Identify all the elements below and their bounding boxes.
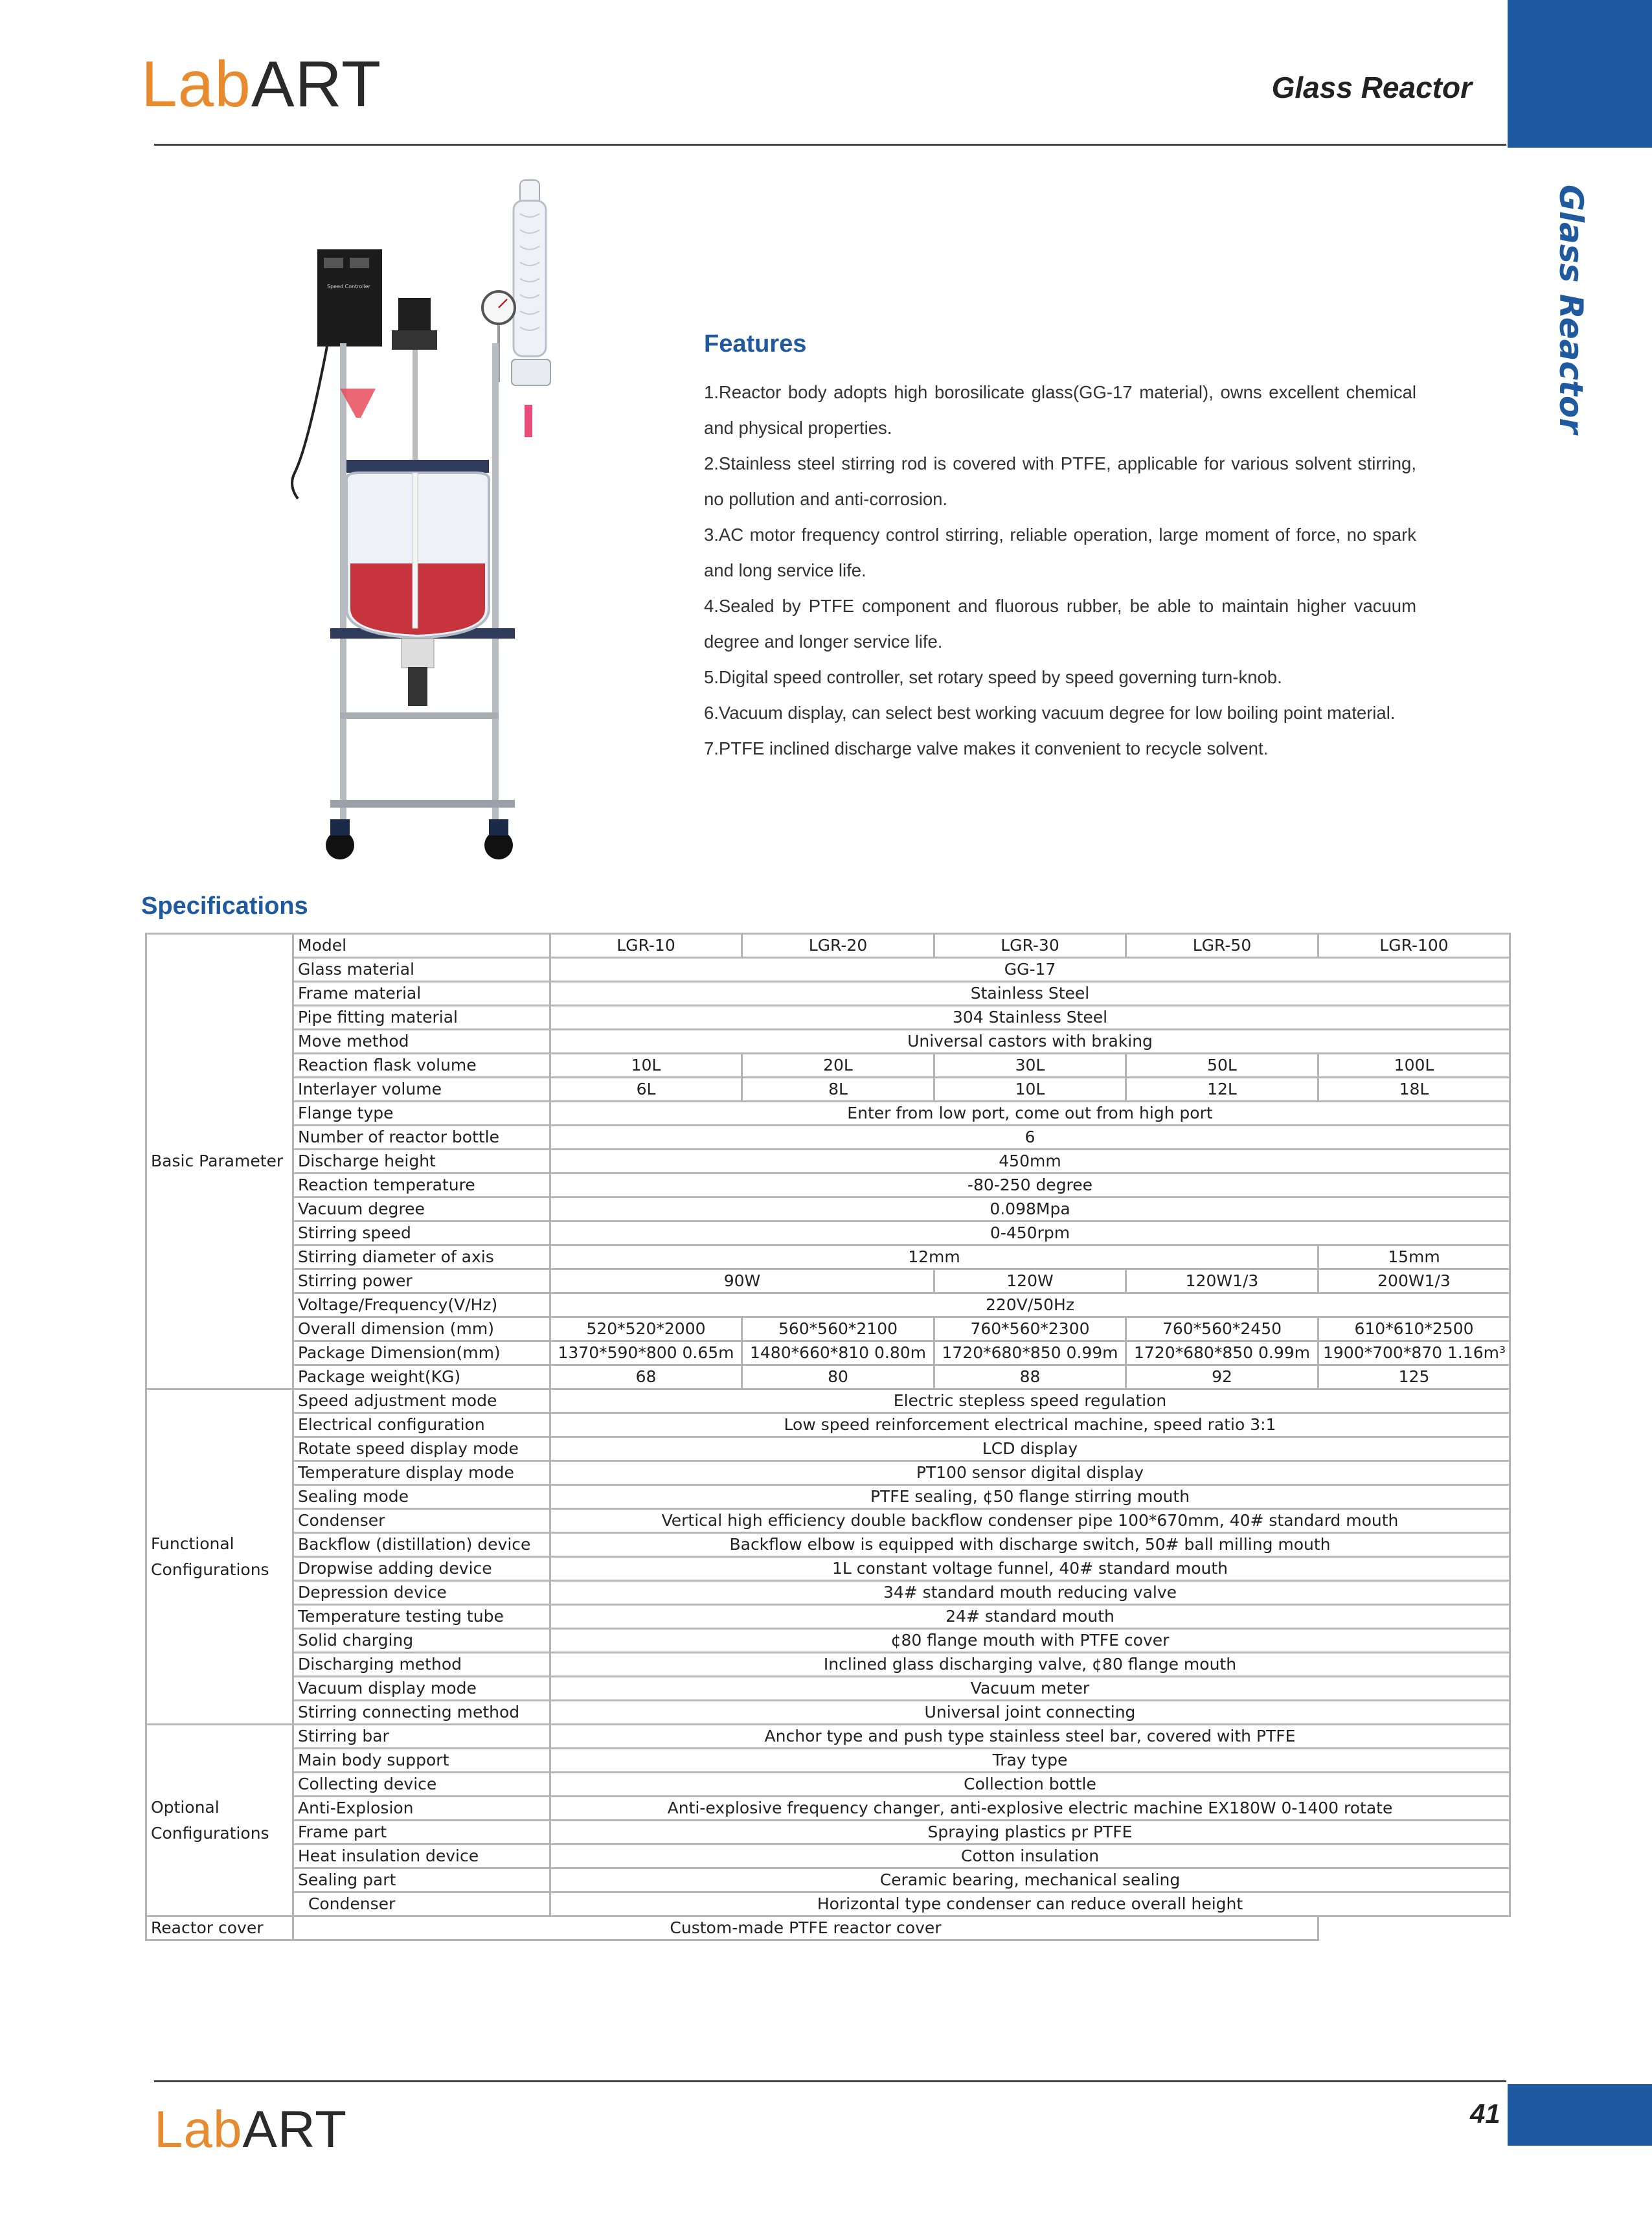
spec-value: 1720*680*850 0.99m <box>1126 1341 1318 1365</box>
spec-value: 120W <box>934 1269 1126 1293</box>
table-row <box>146 1221 1510 1245</box>
table-row <box>146 1365 1510 1389</box>
spec-label: Model <box>293 934 550 958</box>
spec-label: Solid charging <box>293 1629 550 1653</box>
feature-item: 6.Vacuum display, can select best working vacuum degree for low boiling point material. <box>704 703 1396 723</box>
spec-value: Low speed reinforcement electrical machine, speed ratio 3:1 <box>550 1413 1510 1437</box>
table-row <box>146 1605 1510 1629</box>
spec-value: Universal castors with braking <box>550 1030 1510 1054</box>
spec-value: Universal joint connecting <box>550 1701 1510 1725</box>
spec-value: Cotton insulation <box>550 1845 1510 1868</box>
table-row <box>146 1773 1510 1797</box>
features-list <box>704 374 1416 766</box>
spec-label: Heat insulation device <box>293 1845 550 1868</box>
table-row <box>146 1341 1510 1365</box>
spec-value: Backflow elbow is equipped with discharge switch, 50# ball milling mouth <box>550 1533 1510 1557</box>
spec-label: Backflow (distillation) device <box>293 1533 550 1557</box>
spec-label: Stirring power <box>293 1269 550 1293</box>
spec-group-label: Optional Configurations <box>146 1725 293 1916</box>
table-row <box>146 1102 1510 1126</box>
spec-value: 68 <box>550 1365 742 1389</box>
spec-value: 90W <box>550 1269 934 1293</box>
spec-value: 1480*660*810 0.80m <box>742 1341 934 1365</box>
table-row <box>146 1126 1510 1150</box>
spec-label: Vacuum degree <box>293 1198 550 1221</box>
blue-tab-bottom <box>1508 2084 1652 2146</box>
table-row <box>146 1725 1510 1749</box>
spec-value: 34# standard mouth reducing valve <box>550 1581 1510 1605</box>
spec-label: Flange type <box>293 1102 550 1126</box>
spec-value: Electric stepless speed regulation <box>550 1389 1510 1413</box>
spec-value: Horizontal type condenser can reduce overall height <box>550 1892 1510 1916</box>
table-row <box>146 1797 1510 1821</box>
spec-label: Discharge height <box>293 1150 550 1174</box>
spec-label: Package weight(KG) <box>293 1365 550 1389</box>
table-row <box>146 1245 1510 1269</box>
spec-label: Overall dimension (mm) <box>293 1317 550 1341</box>
spec-value: 304 Stainless Steel <box>550 1006 1510 1030</box>
specifications-title: Specifications <box>141 892 308 920</box>
spec-value: 125 <box>1318 1365 1510 1389</box>
table-row <box>146 1198 1510 1221</box>
spec-group-label: Basic Parameter <box>146 934 293 1389</box>
spec-label: Glass material <box>293 958 550 982</box>
feature-item: 2.Stainless steel stirring rod is covered with PTFE, applicable for various solvent stirring, no pollution and anti-corrosion. <box>704 453 1416 509</box>
table-row <box>146 1629 1510 1653</box>
spec-value: 1720*680*850 0.99m <box>934 1341 1126 1365</box>
spec-value: 10L <box>550 1054 742 1078</box>
table-row <box>146 1916 1510 1940</box>
table-row <box>146 1269 1510 1293</box>
spec-value: Tray type <box>550 1749 1510 1773</box>
table-row <box>146 1892 1510 1916</box>
spec-value: LGR-100 <box>1318 934 1510 958</box>
spec-value: Ceramic bearing, mechanical sealing <box>550 1868 1510 1892</box>
spec-value: Custom-made PTFE reactor cover <box>293 1916 1318 1940</box>
table-row <box>146 1701 1510 1725</box>
table-row <box>146 958 1510 982</box>
table-row <box>146 1006 1510 1030</box>
controller-panel-label: Speed Controller <box>327 284 370 290</box>
table-row <box>146 1485 1510 1509</box>
spec-value: Anti-explosive frequency changer, anti-explosive electric machine EX180W 0-1400 rotate <box>550 1797 1510 1821</box>
spec-label: Interlayer volume <box>293 1078 550 1102</box>
spec-value: 760*560*2300 <box>934 1317 1126 1341</box>
spec-value: Spraying plastics pr PTFE <box>550 1821 1510 1845</box>
features-title: Features <box>704 330 807 358</box>
spec-value: Inclined glass discharging valve, ¢80 flange mouth <box>550 1653 1510 1677</box>
table-row <box>146 1653 1510 1677</box>
spec-label: Condenser <box>293 1892 550 1916</box>
table-row <box>146 934 1510 958</box>
glass-reactor-image <box>269 175 605 865</box>
table-row <box>146 1413 1510 1437</box>
spec-value: 0-450rpm <box>550 1221 1510 1245</box>
spec-value: 18L <box>1318 1078 1510 1102</box>
spec-value: 6L <box>550 1078 742 1102</box>
spec-value: 1370*590*800 0.65m <box>550 1341 742 1365</box>
spec-label: Collecting device <box>293 1773 550 1797</box>
table-row <box>146 1317 1510 1341</box>
spec-label: Reaction temperature <box>293 1174 550 1198</box>
spec-label: Pipe fitting material <box>293 1006 550 1030</box>
spec-label: Temperature display mode <box>293 1461 550 1485</box>
spec-label: Sealing mode <box>293 1485 550 1509</box>
spec-value: 450mm <box>550 1150 1510 1174</box>
spec-value: 50L <box>1126 1054 1318 1078</box>
table-row <box>146 1533 1510 1557</box>
spec-label: Sealing part <box>293 1868 550 1892</box>
spec-value: Collection bottle <box>550 1773 1510 1797</box>
side-section-label: Glass Reactor <box>1552 185 1590 435</box>
brand-logo-top <box>141 45 381 123</box>
spec-label: Frame material <box>293 982 550 1006</box>
spec-value: Enter from low port, come out from high port <box>550 1102 1510 1126</box>
spec-label: Stirring bar <box>293 1725 550 1749</box>
spec-value: -80-250 degree <box>550 1174 1510 1198</box>
brand-logo-bottom <box>154 2097 347 2162</box>
spec-value: Stainless Steel <box>550 982 1510 1006</box>
spec-label: Anti-Explosion <box>293 1797 550 1821</box>
spec-value: Vacuum meter <box>550 1677 1510 1701</box>
spec-value: 1900*700*870 1.16m³ <box>1318 1341 1510 1365</box>
spec-label: Electrical configuration <box>293 1413 550 1437</box>
spec-group-label: Functional Configurations <box>146 1389 293 1725</box>
spec-value: 560*560*2100 <box>742 1317 934 1341</box>
table-row <box>146 1078 1510 1102</box>
spec-value: 92 <box>1126 1365 1318 1389</box>
specifications-table <box>145 933 1511 1941</box>
feature-item: 4.Sealed by PTFE component and fluorous rubber, be able to maintain higher vacuum degree and longer service life. <box>704 596 1416 652</box>
spec-value: LGR-10 <box>550 934 742 958</box>
spec-value: GG-17 <box>550 958 1510 982</box>
spec-value: PTFE sealing, ¢50 flange stirring mouth <box>550 1485 1510 1509</box>
spec-label: Temperature testing tube <box>293 1605 550 1629</box>
spec-value: 24# standard mouth <box>550 1605 1510 1629</box>
brand-logo-lab: Lab <box>141 48 251 120</box>
spec-value: 0.098Mpa <box>550 1198 1510 1221</box>
header-title: Glass Reactor <box>1271 71 1472 104</box>
spec-value: PT100 sensor digital display <box>550 1461 1510 1485</box>
spec-label: Speed adjustment mode <box>293 1389 550 1413</box>
spec-value: LCD display <box>550 1437 1510 1461</box>
page-number: 41 <box>1470 2098 1500 2129</box>
feature-item: 5.Digital speed controller, set rotary speed by speed governing turn-knob. <box>704 667 1282 687</box>
table-row <box>146 1437 1510 1461</box>
blue-tab-top <box>1508 0 1652 148</box>
spec-value: 12L <box>1126 1078 1318 1102</box>
spec-value: 88 <box>934 1365 1126 1389</box>
spec-label: Stirring speed <box>293 1221 550 1245</box>
spec-value: 610*610*2500 <box>1318 1317 1510 1341</box>
spec-value: 30L <box>934 1054 1126 1078</box>
spec-label: Vacuum display mode <box>293 1677 550 1701</box>
table-row <box>146 1174 1510 1198</box>
feature-item: 1.Reactor body adopts high borosilicate glass(GG-17 material), owns excellent chemical and physical properties. <box>704 382 1416 438</box>
table-row <box>146 1389 1510 1413</box>
spec-label: Rotate speed display mode <box>293 1437 550 1461</box>
table-row <box>146 982 1510 1006</box>
spec-label: Depression device <box>293 1581 550 1605</box>
spec-value: LGR-50 <box>1126 934 1318 958</box>
spec-value: 200W1/3 <box>1318 1269 1510 1293</box>
spec-value: 520*520*2000 <box>550 1317 742 1341</box>
spec-value: 1L constant voltage funnel, 40# standard mouth <box>550 1557 1510 1581</box>
spec-label: Stirring connecting method <box>293 1701 550 1725</box>
spec-value: 20L <box>742 1054 934 1078</box>
feature-item: 3.AC motor frequency control stirring, reliable operation, large moment of force, no spark and long service life. <box>704 525 1416 580</box>
spec-value: 220V/50Hz <box>550 1293 1510 1317</box>
table-row <box>146 1677 1510 1701</box>
spec-value: Anchor type and push type stainless steel bar, covered with PTFE <box>550 1725 1510 1749</box>
spec-value: 80 <box>742 1365 934 1389</box>
spec-label: Condenser <box>293 1509 550 1533</box>
table-row <box>146 1868 1510 1892</box>
spec-label: Frame part <box>293 1821 550 1845</box>
table-row <box>146 1749 1510 1773</box>
spec-label: Discharging method <box>293 1653 550 1677</box>
table-row <box>146 1821 1510 1845</box>
table-row <box>146 1581 1510 1605</box>
brand-logo-art: ART <box>251 48 382 120</box>
spec-value: ¢80 flange mouth with PTFE cover <box>550 1629 1510 1653</box>
table-row <box>146 1030 1510 1054</box>
spec-value: 12mm <box>550 1245 1318 1269</box>
spec-value: Vertical high efficiency double backflow condenser pipe 100*670mm, 40# standard mouth <box>550 1509 1510 1533</box>
spec-value: 100L <box>1318 1054 1510 1078</box>
table-row <box>146 1845 1510 1868</box>
spec-label: Package Dimension(mm) <box>293 1341 550 1365</box>
table-row <box>146 1293 1510 1317</box>
table-row <box>146 1054 1510 1078</box>
spec-label: Reaction flask volume <box>293 1054 550 1078</box>
spec-value: 120W1/3 <box>1126 1269 1318 1293</box>
spec-value: LGR-20 <box>742 934 934 958</box>
header-divider <box>154 144 1506 146</box>
table-row <box>146 1509 1510 1533</box>
table-row <box>146 1461 1510 1485</box>
spec-label: Number of reactor bottle <box>293 1126 550 1150</box>
spec-label: Stirring diameter of axis <box>293 1245 550 1269</box>
table-row <box>146 1150 1510 1174</box>
spec-value: 10L <box>934 1078 1126 1102</box>
spec-value: 6 <box>550 1126 1510 1150</box>
brand-logo-art: ART <box>242 2100 348 2158</box>
spec-label: Move method <box>293 1030 550 1054</box>
spec-label: Voltage/Frequency(V/Hz) <box>293 1293 550 1317</box>
spec-label: Dropwise adding device <box>293 1557 550 1581</box>
spec-value: 760*560*2450 <box>1126 1317 1318 1341</box>
brand-logo-lab: Lab <box>154 2100 243 2158</box>
table-row <box>146 1557 1510 1581</box>
spec-value: 8L <box>742 1078 934 1102</box>
footer-divider <box>154 2080 1506 2082</box>
spec-value: 15mm <box>1318 1245 1510 1269</box>
spec-value: LGR-30 <box>934 934 1126 958</box>
spec-label: Reactor cover <box>146 1916 293 1940</box>
spec-label: Main body support <box>293 1749 550 1773</box>
feature-item: 7.PTFE inclined discharge valve makes it convenient to recycle solvent. <box>704 738 1269 758</box>
